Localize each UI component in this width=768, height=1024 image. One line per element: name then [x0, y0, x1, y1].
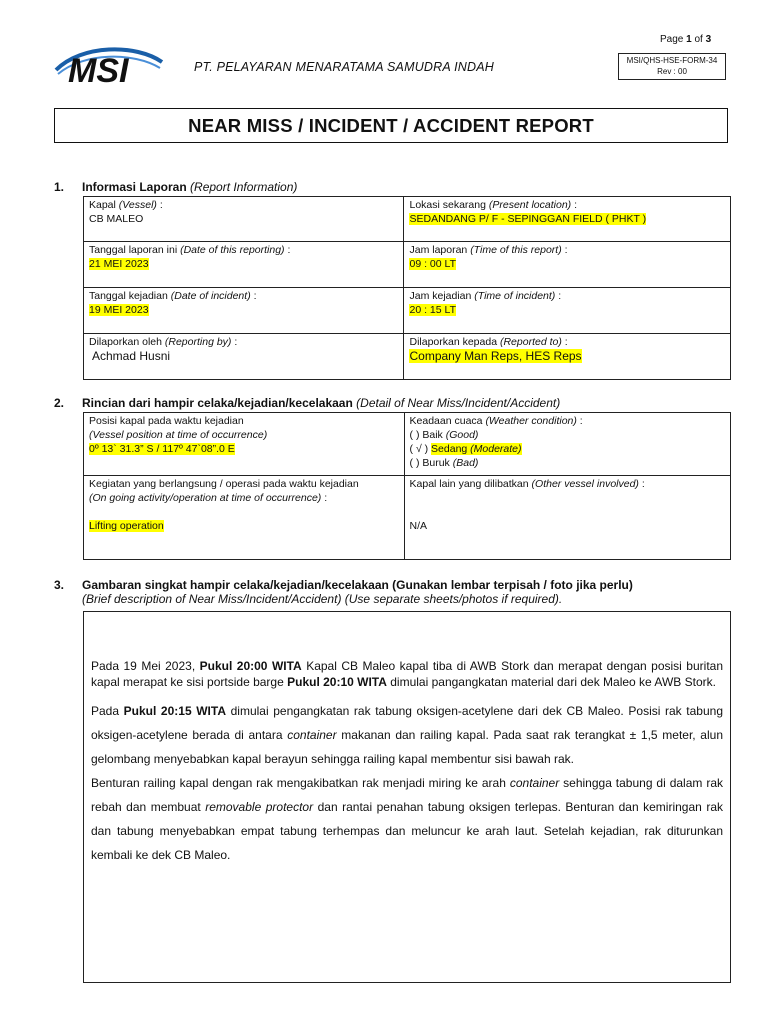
weather-cell: Keadaan cuaca (Weather condition) : ( ) Baik (Good) ( √ ) Sedang (Moderate) ( ) Buruk (Bad)	[404, 413, 730, 476]
incident-detail-table	[83, 412, 731, 560]
company-logo	[54, 44, 164, 86]
weather-option-moderate: ( √ ) Sedang (Moderate)	[409, 443, 522, 455]
reported-by-value: Achmad Husni	[92, 349, 171, 363]
vessel-position-cell: Posisi kapal pada waktu kejadian (Vessel position at time of occurrence) 0º 13` 31.3” S / 117º 47`08”.0 E	[84, 413, 405, 476]
other-vessel-cell: Kapal lain yang dilibatkan (Other vessel involved) : N/A	[404, 476, 730, 560]
section-1-heading: 1. Informasi Laporan (Report Information)	[54, 180, 298, 194]
report-title-box	[54, 108, 728, 143]
vessel-position-value: 0º 13` 31.3” S / 117º 47`08”.0 E	[89, 443, 235, 455]
report-date-cell: Tanggal laporan ini (Date of this reporting) : 21 MEI 2023	[84, 242, 404, 288]
report-info-table	[83, 196, 731, 380]
reported-to-value: Company Man Reps, HES Reps	[409, 349, 582, 363]
vessel-cell: Kapal (Vessel) : CB MALEO	[84, 197, 404, 242]
section-2-heading: 2. Rincian dari hampir celaka/kejadian/kecelakaan (Detail of Near Miss/Incident/Accident)	[54, 396, 561, 410]
activity-cell: Kegiatan yang berlangsung / operasi pada waktu kejadian (On going activity/operation at time of occurrence) : Lifting operation	[84, 476, 405, 560]
incident-time-cell: Jam kejadian (Time of incident) : 20 : 15 LT	[404, 288, 731, 334]
form-code-box	[618, 53, 726, 80]
weather-option-bad: ( ) Buruk (Bad)	[409, 457, 479, 469]
page-number: Page 1 of 3	[660, 34, 712, 45]
location-value: SEDANDANG P/ F - SEPINGGAN FIELD ( PHKT )	[409, 213, 647, 225]
description-paragraph-3: Benturan railing kapal dengan rak mengakibatkan rak menjadi miring ke arah container sehingga tabung di dalam rak rebah dan membuat removable protector dan rantai penahan tabung oksigen terlepas. Benturan dan kemiringan rak dan tabung menyebabkan empat tabung terhempas dan meluncur ke arah laut. Setelah kejadian, rak diturunkan kembali ke dek CB Maleo.	[91, 776, 723, 862]
weather-option-good: ( ) Baik (Good)	[409, 429, 479, 441]
description-paragraph-1: Pada 19 Mei 2023, Pukul 20:00 WITA Kapal CB Maleo kapal tiba di AWB Stork dan merapat dengan posisi buritan kapal merapat ke sisi portside barge Pukul 20:10 WITA dimulai pangangkatan material dari dek Maleo ke AWB Stork.	[91, 659, 723, 689]
report-date-value: 21 MEI 2023	[89, 258, 149, 270]
incident-date-value: 19 MEI 2023	[89, 304, 149, 316]
report-time-value: 09 : 00 LT	[409, 258, 456, 270]
revision: Rev : 00	[657, 67, 687, 76]
other-vessel-value: N/A	[409, 520, 428, 532]
vessel-value: CB MALEO	[89, 213, 144, 225]
incident-time-value: 20 : 15 LT	[409, 304, 456, 316]
incident-date-cell: Tanggal kejadian (Date of incident) : 19 MEI 2023	[84, 288, 404, 334]
incident-description-box	[83, 611, 731, 983]
section-3-heading: 3. Gambaran singkat hampir celaka/kejadian/kecelakaan (Gunakan lembar terpisah / foto jika perlu) (Brief description of Near Miss/Incident/Accident) (Use separate sheets/photos if required).	[54, 578, 633, 606]
activity-value: Lifting operation	[89, 520, 164, 532]
reported-to-cell: Dilaporkan kepada (Reported to) : Company Man Reps, HES Reps	[404, 334, 731, 380]
report-title: NEAR MISS / INCIDENT / ACCIDENT REPORT	[188, 114, 594, 136]
report-time-cell: Jam laporan (Time of this report) : 09 : 00 LT	[404, 242, 731, 288]
form-code: MSI/QHS-HSE-FORM-34	[626, 56, 718, 65]
description-paragraph-2: Pada Pukul 20:15 WITA dimulai pengangkatan rak tabung oksigen-acetylene dari dek CB Maleo. Posisi rak tabung oksigen-acetylene berada di antara container makanan dan railing kapal. Pada saat rak terangkat ± 1,5 meter, alun gelombang menyebabkan kapal berayun sehingga railing kapal membentur sisi bawah rak.	[91, 704, 723, 766]
location-cell: Lokasi sekarang (Present location) : SEDANDANG P/ F - SEPINGGAN FIELD ( PHKT )	[404, 197, 731, 242]
logo-text: MSI	[68, 52, 129, 86]
reported-by-cell: Dilaporkan oleh (Reporting by) : Achmad Husni	[84, 334, 404, 380]
company-name: PT. PELAYARAN MENARATAMA SAMUDRA INDAH	[194, 60, 495, 74]
